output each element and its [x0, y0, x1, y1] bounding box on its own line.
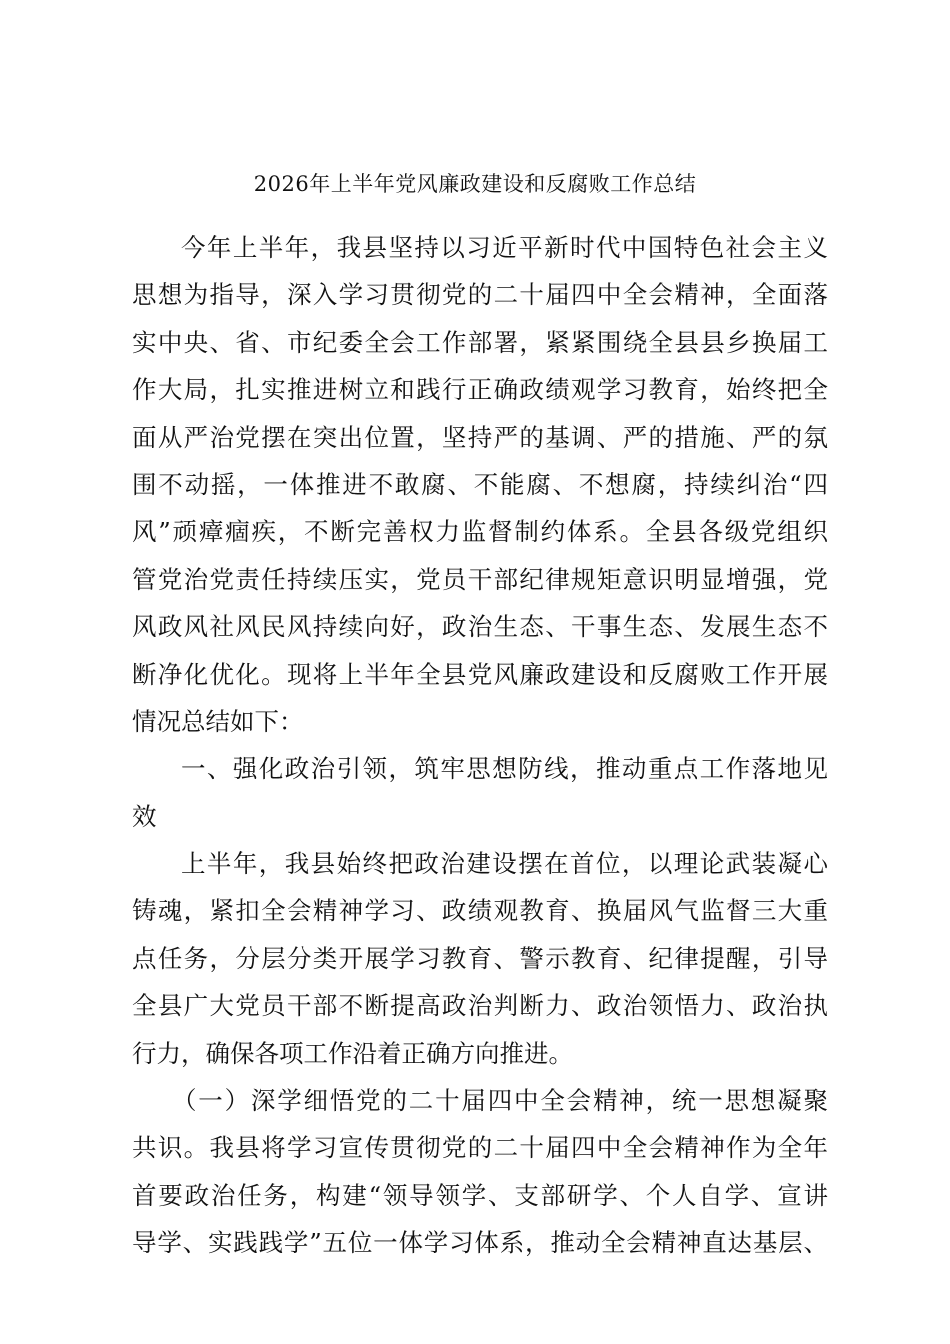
paragraph-line: 作大局，扎实推进树立和践行正确政绩观学习教育，始终把全: [132, 375, 828, 405]
paragraph-line: 风政风社风民风持续向好，政治生态、干事生态、发展生态不: [132, 612, 828, 642]
paragraph-line: 风”顽瘴痼疾，不断完善权力监督制约体系。全县各级党组织: [132, 517, 828, 547]
paragraph-line: 思想为指导，深入学习贯彻党的二十届四中全会精神，全面落: [132, 280, 828, 310]
paragraph-line: 围不动摇，一体推进不敢腐、不能腐、不想腐，持续纠治“四: [132, 469, 828, 499]
subsection-line: 共识。我县将学习宣传贯彻党的二十届四中全会精神作为全年: [132, 1133, 828, 1163]
paragraph-line: 实中央、省、市纪委全会工作部署，紧紧围绕全县县乡换届工: [132, 327, 828, 357]
paragraph-line: 上半年，我县始终把政治建设摆在首位，以理论武装凝心: [181, 849, 828, 879]
paragraph-line: 面从严治党摆在突出位置，坚持严的基调、严的措施、严的氛: [132, 422, 828, 452]
section-heading-line: 一、强化政治引领，筑牢思想防线，推动重点工作落地见: [181, 754, 828, 784]
subsection-line: 首要政治任务，构建“领导领学、支部研学、个人自学、宣讲: [132, 1180, 828, 1210]
subsection-line: 导学、实践践学”五位一体学习体系，推动全会精神直达基层、: [132, 1228, 828, 1258]
document-body: [132, 224, 828, 1267]
paragraph-line: 点任务，分层分类开展学习教育、警示教育、纪律提醒，引导: [132, 943, 828, 973]
paragraph-line: 铸魂，紧扣全会精神学习、政绩观教育、换届风气监督三大重: [132, 896, 828, 926]
paragraph-line: 全县广大党员干部不断提高政治判断力、政治领悟力、政治执: [132, 991, 828, 1021]
document-title: 2026年上半年党风廉政建设和反腐败工作总结: [253, 172, 697, 196]
paragraph-line: 行力，确保各项工作沿着正确方向推进。: [132, 1038, 573, 1068]
paragraph-line: 今年上半年，我县坚持以习近平新时代中国特色社会主义: [181, 233, 828, 262]
subsection-line: （一）深学细悟党的二十届四中全会精神，统一思想凝聚: [172, 1086, 828, 1116]
paragraph-line: 情况总结如下：: [132, 706, 304, 736]
paragraph-line: 断净化优化。现将上半年全县党风廉政建设和反腐败工作开展: [132, 659, 828, 689]
paragraph-line: 管党治党责任持续压实，党员干部纪律规矩意识明显增强，党: [132, 564, 828, 594]
section-heading-line: 效: [132, 801, 157, 831]
